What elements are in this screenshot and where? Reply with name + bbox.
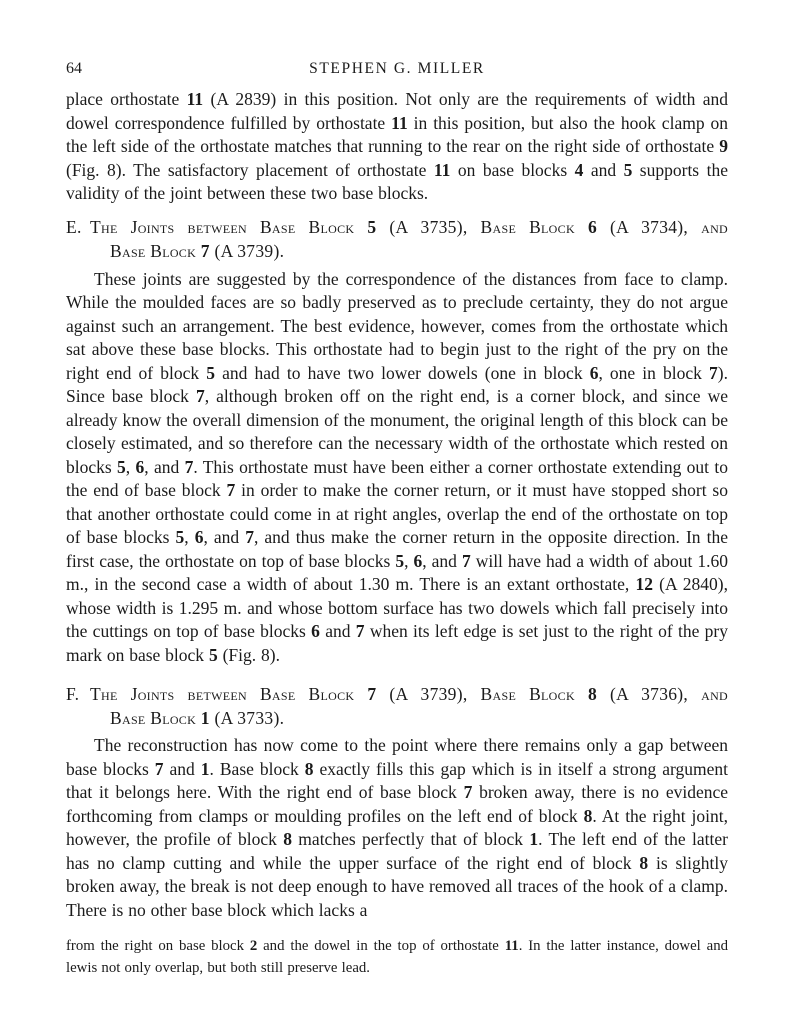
text-column — [66, 0, 728, 994]
section-e-heading-line-1 — [66, 215, 728, 239]
footnote-continuation: from the right on base block 2 and the dowel in the top of orthostate 11. In the latter instance, dowel and lewis not only overlap, but both still preserve lead. — [66, 938, 728, 976]
section-f-heading-line-1 — [66, 682, 728, 706]
paragraph-section-f: The reconstruction has now come to the point where there remains only a gap between base blocks 7 and 1. Base block 8 exactly fills this gap which is in itself a strong argument that it belongs here. With the right end of base block 7 broken away, there is no evidence forthcoming from clamps or moulding profiles on the left end of block 8. At the right joint, however, the profile of block 8 matches perfectly that of block 1. The left end of the latter has no clamp cutting and while the upper surface of the right end of block 8 is slightly broken away, the break is not deep enough to have removed all traces of the hook of a clamp. There is no other base block which lacks a — [66, 735, 729, 920]
paragraph-continuation: place orthostate 11 (A 2839) in this position. Not only are the requirements of width and dowel correspondence fulfilled by orthostate 11 in this position, but also the hook clamp on the left side of the orthostate matches that running to the rear on the right side of orthostate 9 (Fig. 8). The satisfactory placement of orthostate 11 on base blocks 4 and 5 supports the validity of the joint between these two base blocks. — [66, 89, 729, 203]
paragraph-section-e: These joints are suggested by the correspondence of the distances from face to clamp. While the moulded faces are so badly preserved as to preclude certainty, they do not argue against such an arrangement. The best evidence, however, comes from the orthostate which sat above these base blocks. This orthostate had to begin just to the right of the pry on the right end of block 5 and had to have two lower dowels (one in block 6, one in block 7). Since base block 7, although broken off on the right end, is a corner block, and since we already know the overall dimension of the monument, the original length of this block can be closely estimated, and so therefore can the necessary width of the orthostate which rested on blocks 5, 6, and 7. This orthostate must have been either a corner orthostate extending out to the end of base block 7 in order to make the corner return, or it must have stopped short so that another orthostate could come in at right angles, overlap the end of the orthostate on top of base blocks 5, 6, and 7, and thus make the corner return in the opposite direction. In the first case, the orthostate on top of base blocks 5, 6, and 7 will have had a width of about 1.60 m., in the second case a width of about 1.30 m. There is an extant orthostate, 12 (A 2840), whose width is 1.295 m. and whose bottom surface has two dowels which fall precisely into the cuttings on top of base blocks 6 and 7 when its left edge is set just to the right of the pry mark on base block 5 (Fig. 8). — [66, 268, 729, 665]
section-f-heading-text: The Joints between Base Block 7 (A 3739), Base Block 8 (A 3736), and — [90, 684, 729, 704]
section-e-label: E. — [66, 216, 82, 237]
section-e-heading-line-2: Base Block 7 (A 3739). — [110, 240, 285, 261]
section-f-label: F. — [66, 684, 80, 704]
running-head: STEPHEN G. MILLER — [309, 60, 485, 77]
section-f-heading — [66, 682, 728, 730]
section-e-heading-text: The Joints between Base Block 5 (A 3735), Base Block 6 (A 3734), and — [90, 216, 729, 237]
page-header — [66, 60, 728, 80]
section-f-heading-line-2: Base Block 1 (A 3733). — [110, 708, 285, 728]
section-e-heading — [66, 215, 728, 263]
page-number: 64 — [66, 60, 82, 77]
